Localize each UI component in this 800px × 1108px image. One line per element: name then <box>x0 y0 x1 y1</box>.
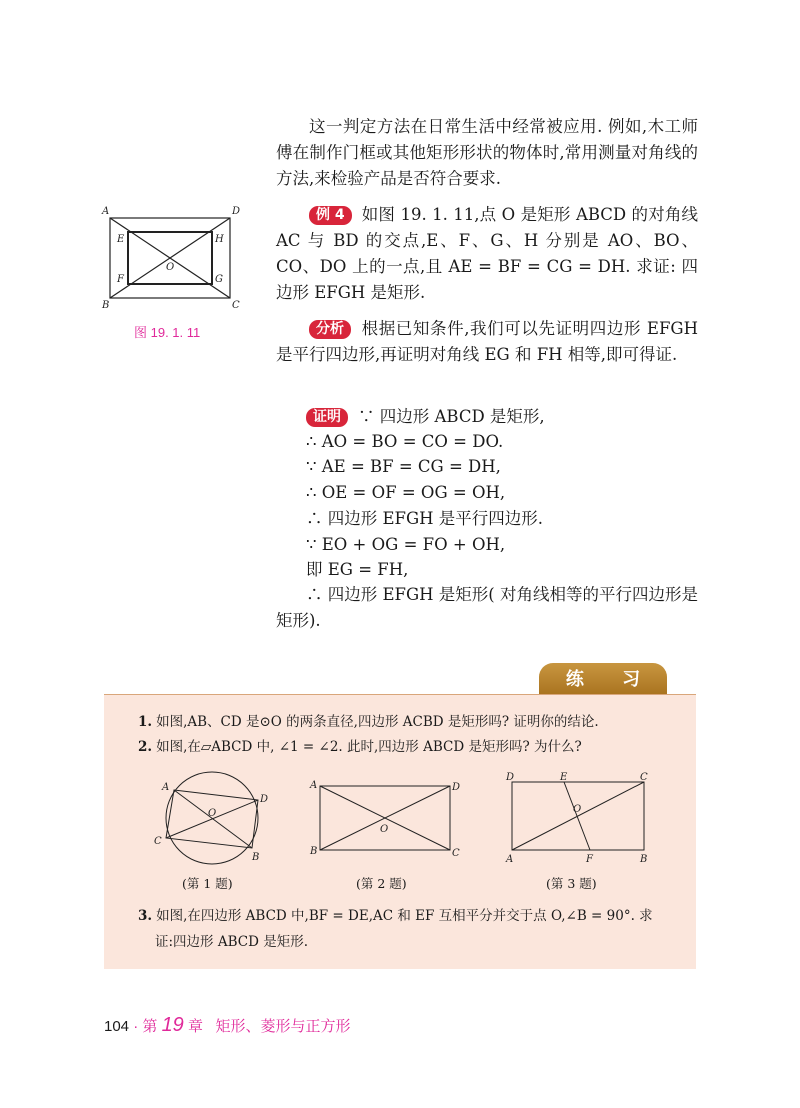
label-c: C <box>640 772 648 783</box>
proof-line: ∵ EO + OG = FO + OH, <box>306 535 506 554</box>
exercise-q1 <box>138 710 599 734</box>
label-a: A <box>310 780 318 791</box>
label-o: O <box>208 808 217 819</box>
figure-19-1-11 <box>98 200 248 312</box>
analysis-tag: 分析 <box>309 320 351 339</box>
analysis-block <box>276 316 698 368</box>
diameter-cd <box>166 800 258 838</box>
q1-number: 1. <box>138 714 153 730</box>
label-e: E <box>560 772 568 783</box>
diagonal-ac <box>512 782 644 850</box>
page-footer <box>104 1014 351 1037</box>
label-b: B <box>102 300 110 311</box>
label-e: E <box>117 234 125 245</box>
chapter-suffix: 章 <box>187 1018 203 1035</box>
caption-q3: (第 3 题) <box>546 876 597 891</box>
label-f: F <box>117 274 124 285</box>
exercise-q3 <box>138 904 653 928</box>
label-c: C <box>232 300 240 311</box>
q2-number: 2. <box>138 739 153 755</box>
example-text: 如图 19. 1. 11,点 O 是矩形 ABCD 的对角线 AC 与 BD 的交点,E、F、G、H 分别是 AO、BO、CO、DO 上的一点,且 AE = BF = CG = DH. 求证: 四边形 EFGH 是矩形. <box>276 205 698 302</box>
footer-dot: · <box>133 1018 139 1035</box>
label-b: B <box>640 854 648 864</box>
label-a: A <box>102 206 110 217</box>
label-c: C <box>452 848 460 858</box>
label-c: C <box>154 836 162 847</box>
proof-line: 即 EG = FH, <box>306 560 409 579</box>
label-g: G <box>215 274 223 285</box>
q3-text-line1: 如图,在四边形 ABCD 中,BF = DE,AC 和 EF 互相平分并交于点 O,∠B = 90°. 求 <box>156 908 653 924</box>
analysis-text: 根据已知条件,我们可以先证明四边形 EFGH 是平行四边形,再证明对角线 EG 和 FH 相等,即可得证. <box>276 319 698 364</box>
proof-conclusion: ∴ 四边形 EFGH 是矩形( 对角线相等的平行四边形是矩形). <box>276 585 698 630</box>
label-d: D <box>506 772 515 783</box>
exercise-header: 练 习 <box>539 663 667 695</box>
chapter-title: 矩形、菱形与正方形 <box>215 1018 351 1035</box>
chapter-prefix: 第 <box>142 1018 158 1035</box>
chapter-number: 19 <box>161 1014 184 1036</box>
proof-first-line <box>306 404 545 430</box>
label-b: B <box>252 852 260 863</box>
example-tag: 例 4 <box>309 206 352 225</box>
proof-line: ∴ 四边形 EFGH 是平行四边形. <box>306 509 544 528</box>
exercise-figure-2 <box>306 776 466 858</box>
intro-paragraph: 这一判定方法在日常生活中经常被应用. 例如,木工师傅在制作门框或其他矩形形状的物体时,常用测量对角线的方法,来检验产品是否符合要求. <box>276 117 698 188</box>
label-o: O <box>380 824 389 835</box>
label-a: A <box>162 782 170 793</box>
proof-line: ∴ OE = OF = OG = OH, <box>306 483 506 502</box>
q3-number: 3. <box>138 908 153 924</box>
label-b: B <box>310 846 318 857</box>
proof-first: ∵ 四边形 ABCD 是矩形, <box>358 407 545 426</box>
page-number: 104 <box>104 1018 130 1035</box>
figure-caption: 图 19. 1. 11 <box>134 325 201 340</box>
segment-ef <box>564 782 590 850</box>
q1-text: 如图,AB、CD 是⊙O 的两条直径,四边形 ACBD 是矩形吗? 证明你的结论. <box>156 714 599 730</box>
label-d: D <box>260 794 269 805</box>
proof-tag: 证明 <box>306 408 348 427</box>
exercise-figure-3 <box>502 770 658 864</box>
label-o: O <box>166 262 175 273</box>
caption-q1: (第 1 题) <box>182 876 233 891</box>
label-f: F <box>586 854 593 864</box>
label-a: A <box>506 854 514 864</box>
exercise-figure-1 <box>148 770 278 870</box>
proof-line: ∵ AE = BF = CG = DH, <box>306 457 501 476</box>
label-h: H <box>215 234 224 245</box>
label-d: D <box>452 782 461 793</box>
proof-line: ∴ AO = BO = CO = DO. <box>306 432 504 451</box>
exercise-q2 <box>138 735 582 759</box>
q2-text: 如图,在▱ABCD 中, ∠1 = ∠2. 此时,四边形 ABCD 是矩形吗? 为什么? <box>156 739 582 755</box>
caption-q2: (第 2 题) <box>356 876 407 891</box>
q3-text-line2: 证:四边形 ABCD 是矩形. <box>155 934 308 950</box>
label-o: O <box>573 804 582 815</box>
label-d: D <box>232 206 241 217</box>
example-4 <box>276 202 698 306</box>
